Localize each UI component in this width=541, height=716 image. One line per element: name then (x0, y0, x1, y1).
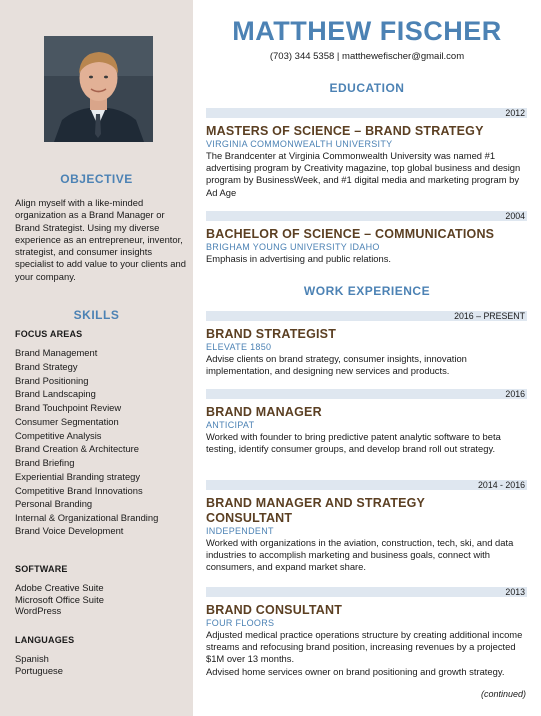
languages-heading: LANGUAGES (15, 635, 75, 645)
education-description: Emphasis in advertising and public relations. (206, 253, 391, 264)
education-heading: EDUCATION (329, 81, 405, 95)
objective-heading: OBJECTIVE (60, 172, 133, 186)
year-bar: 2013 (206, 587, 527, 597)
education-entry (206, 211, 527, 265)
job-description: Worked with founder to bring predictive patent analytic software to beta testing, identify consumer groups, and develop brand roll out strategy. (206, 431, 501, 455)
job-description: Advise clients on brand strategy, consumer insights, innovation implementation, and designing new services and products. (206, 353, 467, 377)
company-name: INDEPENDENT (206, 526, 274, 536)
sidebar (0, 0, 193, 716)
list-item: Consumer Segmentation (15, 415, 119, 427)
job-title: BRAND CONSULTANT (206, 603, 343, 617)
job-title: BRAND MANAGER AND STRATEGY CONSULTANT (206, 496, 425, 525)
contact-info: (703) 344 5358 | matthewefischer@gmail.com (269, 51, 465, 62)
list-item: Brand Touchpoint Review (15, 402, 122, 413)
degree-title: BACHELOR OF SCIENCE – COMMUNICATIONS (206, 227, 495, 241)
list-item: Adobe Creative Suite (15, 582, 104, 593)
education-description: The Brandcenter at Virginia Commonwealth University was named #1 advertising program by Creativity magazine, top global business and design program by BusinessWeek, and #1 digital media and marketing program by Ad Age (206, 150, 521, 198)
list-item: Microsoft Office Suite (15, 593, 104, 605)
objective-text: Align myself with a like-minded organization as a Brand Manager or Brand Strategist. Using my diverse experience as an entrepreneur, inventor, strategist, and consumer insights specialist to add value to your clients and your company. (15, 197, 186, 282)
work-entry (206, 587, 527, 678)
degree-title: MASTERS OF SCIENCE – BRAND STRATEGY (206, 124, 484, 138)
list-item: Experiential Branding strategy (15, 470, 141, 482)
year-bar: 2016 (206, 389, 527, 399)
job-title: BRAND MANAGER (206, 405, 322, 419)
job-title: BRAND STRATEGIST (206, 327, 337, 341)
profile-photo (44, 36, 153, 142)
company-name: ANTICIPAT (206, 420, 255, 430)
list-item: Brand Landscaping (15, 388, 96, 400)
work-entry (206, 389, 527, 455)
focus-areas-list (15, 346, 190, 538)
continued-note: (continued) (480, 689, 526, 699)
list-item: Personal Branding (15, 498, 93, 510)
education-entry (206, 108, 527, 199)
profile-photo-illustration (44, 36, 153, 142)
list-item: Internal & Organizational Branding (15, 512, 159, 523)
year-bar: 2016 – PRESENT (206, 311, 527, 321)
list-item: WordPress (15, 605, 62, 616)
year-bar: 2004 (206, 211, 527, 221)
year-bar: 2014 - 2016 (206, 480, 527, 490)
skills-heading: SKILLS (73, 308, 120, 322)
list-item: Competitive Brand Innovations (15, 484, 143, 496)
list-item: Competitive Analysis (15, 429, 102, 441)
candidate-name: MATTHEW FISCHER (232, 16, 502, 46)
company-name: ELEVATE 1850 (206, 342, 272, 352)
job-description-extra: Advised home services owner on brand positioning and growth strategy. (206, 665, 505, 677)
list-item: Brand Voice Development (15, 525, 124, 537)
languages-list (15, 653, 190, 676)
software-list (15, 582, 190, 617)
work-entry (206, 311, 527, 377)
work-entry (206, 480, 527, 574)
list-item: Brand Creation & Architecture (15, 443, 140, 455)
list-item: Brand Positioning (15, 374, 89, 386)
job-description: Worked with organizations in the aviation, construction, tech, ski, and data industries to accomplish marketing and business goals, connect with consumers, and expand market share. (206, 537, 514, 573)
work-experience-heading: WORK EXPERIENCE (303, 284, 431, 298)
school-name: VIRGINIA COMMONWEALTH UNIVERSITY (206, 139, 393, 149)
list-item: Brand Briefing (15, 457, 75, 468)
main-content (193, 0, 541, 716)
job-description: Adjusted medical practice operations structure by creating additional income streams and refocusing brand position, increasing revenues by a projected $1M over 13 months. (206, 629, 523, 665)
year-bar: 2012 (206, 108, 527, 118)
company-name: FOUR FLOORS (206, 618, 275, 628)
school-name: BRIGHAM YOUNG UNIVERSITY IDAHO (206, 242, 380, 252)
list-item: Brand Strategy (15, 360, 78, 372)
list-item: Portuguese (15, 664, 63, 676)
list-item: Spanish (15, 653, 49, 664)
list-item: Brand Management (15, 347, 98, 358)
software-heading: SOFTWARE (15, 564, 68, 574)
focus-areas-heading: FOCUS AREAS (15, 329, 83, 339)
